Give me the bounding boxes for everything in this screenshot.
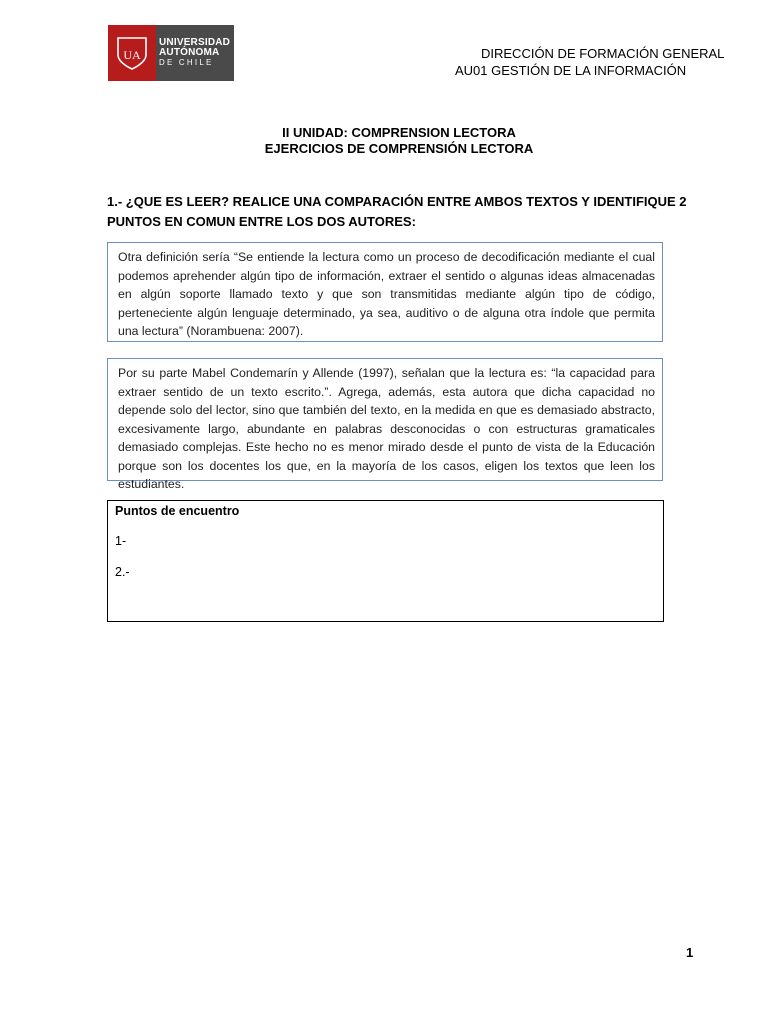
meeting-points-heading: Puntos de encuentro	[115, 504, 240, 518]
ua-shield-icon	[108, 25, 156, 81]
header-department: DIRECCIÓN DE FORMACIÓN GENERAL	[481, 46, 725, 61]
unit-title: II UNIDAD: COMPRENSION LECTORA	[282, 125, 516, 140]
quote-box-condemarin: Por su parte Mabel Condemarín y Allende (1997), señalan que la lectura es: “la capacidad para extraer sentido de un texto escrito.”. Agrega, además, esta autora que dicha capacidad no depende solo del lector, sino que también del texto, en la medida en que es demasiado abstracto, excesivamente largo, abundante en palabras desconocidas o con estructuras gramaticales demasiado complejas. Este hecho no es menor mirado desde el punto de vista de la Educación porque son los docentes los que, en la mayoría de los casos, eligen los textos que leen los estudiantes.	[107, 358, 663, 481]
page-number: 1	[686, 945, 694, 960]
quote-box-norambuena: Otra definición sería “Se entiende la lectura como un proceso de decodificación mediante el cual podemos aprehender algún tipo de información, extraer el sentido o algunas ideas almacenadas en algún soporte llamado texto y que son transmitidas mediante algún tipo de código, perteneciente algún lenguaje determinado, ya sea, auditivo o de alguna otra índole que permita una lectura” (Norambuena: 2007).	[107, 242, 663, 342]
question-1: 1.- ¿QUE ES LEER? REALICE UNA COMPARACIÓN ENTRE AMBOS TEXTOS Y IDENTIFIQUE 2 PUNTOS EN COMUN ENTRE LOS DOS AUTORES:	[107, 194, 687, 229]
logo-line-3: DE CHILE	[159, 58, 214, 67]
logo-line-1: UNIVERSIDAD	[159, 37, 231, 48]
logo-wordmark	[156, 25, 234, 81]
logo-line-2: AUTÓNOMA	[159, 47, 220, 58]
svg-text:UA: UA	[123, 48, 141, 62]
meeting-points-box	[107, 500, 664, 622]
meeting-point-2[interactable]: 2.-	[115, 565, 130, 579]
document-titles	[0, 125, 768, 157]
university-logo	[108, 25, 234, 81]
meeting-point-1[interactable]: 1-	[115, 534, 127, 548]
header-course: AU01 GESTIÓN DE LA INFORMACIÓN	[455, 63, 687, 78]
exercises-title: EJERCICIOS DE COMPRENSIÓN LECTORA	[264, 141, 534, 156]
